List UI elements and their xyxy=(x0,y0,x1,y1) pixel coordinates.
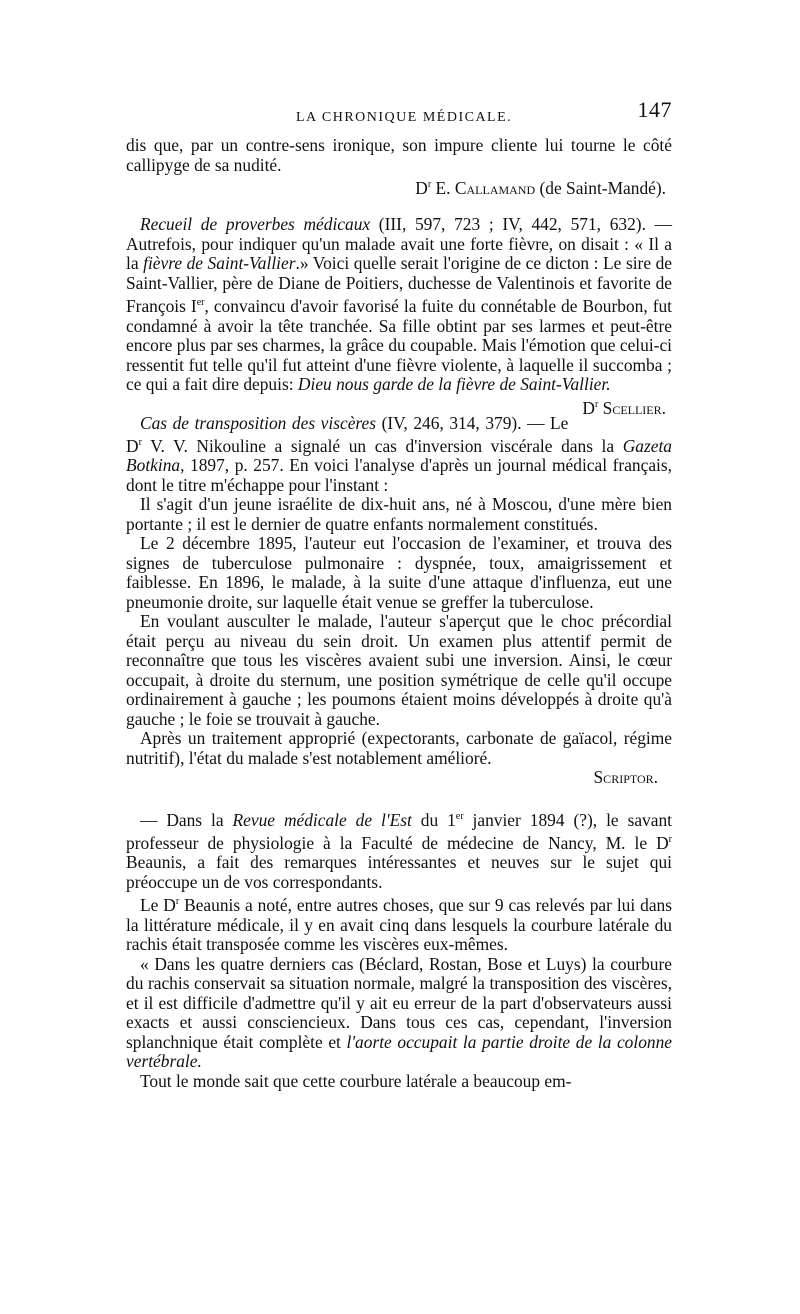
section-1-signature: $D^r$ E. Callamand (de Saint-Mandé). xyxy=(415,177,666,198)
paragraph: Le $D^r$ Beaunis a noté, entre autres choses, que sur 9 cas relevés par lui dans la littérature médicale, il y en avait cinq dans lesquels la courbure latérale du rachis était transposée comme les viscères eux-mêmes. xyxy=(126,895,673,955)
section-title: Cas de transposition des viscères xyxy=(140,412,377,433)
paragraph: Tout le monde sait que cette courbure latérale a beaucoup em- xyxy=(140,1070,572,1091)
paragraph: Après un traitement approprié (expectorants, carbonate de gaïacol, régime nutritif), l'état du malade s'est notablement amélioré. xyxy=(126,728,672,768)
section-1-text: dis que, par un contre-sens ironique, son impure cliente lui tourne le côté callipyge de sa nudité. xyxy=(126,135,672,175)
section-2-signature: $D^r$ Scellier. xyxy=(582,397,666,418)
section-revue: — Dans la Revue médicale de l'Est du 1er janvier 1894 (?), le savant professeur de physiologie à la Faculté de médecine de Nancy, M. le $D^r$ Beaunis, a fait des remarques intéressantes et neuves sur le sujet qui préoccupe un de vos correspondants. xyxy=(126,809,673,892)
paragraph: Il s'agit d'un jeune israélite de dix-huit ans, né à Moscou, d'une mère bien portante ; il est le dernier de quatre enfants normalement constitués. xyxy=(126,494,672,534)
section-proverbes: Recueil de proverbes médicaux (III, 597, 723 ; IV, 442, 571, 632). — Autrefois, pour indiquer qu'un malade avait une forte fièvre, on disait : « Il a la fièvre de Saint-Vallier.» Voici quelle serait l'origine de ce dicton : Le sire de Saint-Vallier, père de Diane de Poitiers, duchesse de Valentinois et favorite de François Ier, convaincu d'avoir favorisé la fuite du connétable de Bourbon, fut condamné à avoir la tête tranchée. Sa fille obtint par ses larmes et peut-être encore plus par ses charmes, la grâce du coupable. Mais l'émotion que celui-ci ressentit fut telle qu'il fut atteint d'une fièvre violente, à laquelle il succomba ; ce qui a fait dire depuis: Dieu nous garde de la fièvre de Saint-Vallier. $D^r$ Scellier. xyxy=(126,214,673,418)
section-transposition: Cas de transposition des viscères (IV, 246, 314, 379). — Le $D^r$ V. V. Nikouline a signalé un cas d'inversion viscérale dans la Gazeta Botkina, 1897, p. 257. En voici l'analyse d'après un journal médical français, dont le titre m'échappe pour l'instant : xyxy=(126,412,672,495)
paragraph: « Dans les quatre derniers cas (Béclard, Rostan, Bose et Luys) la courbure du rachis conservait sa situation normale, malgré la transposition des viscères, et il est difficile d'admettre qu'il y ait eu erreur de la part d'observateurs aussi exacts et aussi consciencieux. Dans tous ces cas, cependant, l'inversion splanchnique était complète et l'aorte occupait la partie droite de la colonne vertébrale. xyxy=(126,953,672,1072)
saying-quote: Dieu nous garde de la fièvre de Saint-Vallier. xyxy=(297,374,611,395)
page-header xyxy=(126,97,672,130)
section-3-signature: Scriptor. xyxy=(593,767,658,788)
running-title: LA CHRONIQUE MÉDICALE. xyxy=(296,110,513,125)
section-title: Recueil de proverbes médicaux xyxy=(140,214,371,235)
paragraph: Le 2 décembre 1895, l'auteur eut l'occasion de l'examiner, et trouva des signes de tuberculose pulmonaire : dyspnée, toux, amaigrissement et faiblesse. En 1896, le malade, à la suite d'une attaque d'influenza, eut une pneumonie droite, sur laquelle était venue se greffer la tuberculose. xyxy=(126,533,672,612)
paragraph: En voulant ausculter le malade, l'auteur s'aperçut que le choc précordial était perçu au niveau du sein droit. Un examen plus attentif permit de reconnaître que tous les viscères avaient subi une inversion. Ainsi, le cœur occupait, à droite du sternum, une position symétrique de celle qu'il occupe ordinairement à gauche ; les poumons étaient moins développés à droite qu'à gauche ; le foie se trouvait à gauche. xyxy=(126,611,672,729)
page-number: 147 xyxy=(637,97,672,122)
